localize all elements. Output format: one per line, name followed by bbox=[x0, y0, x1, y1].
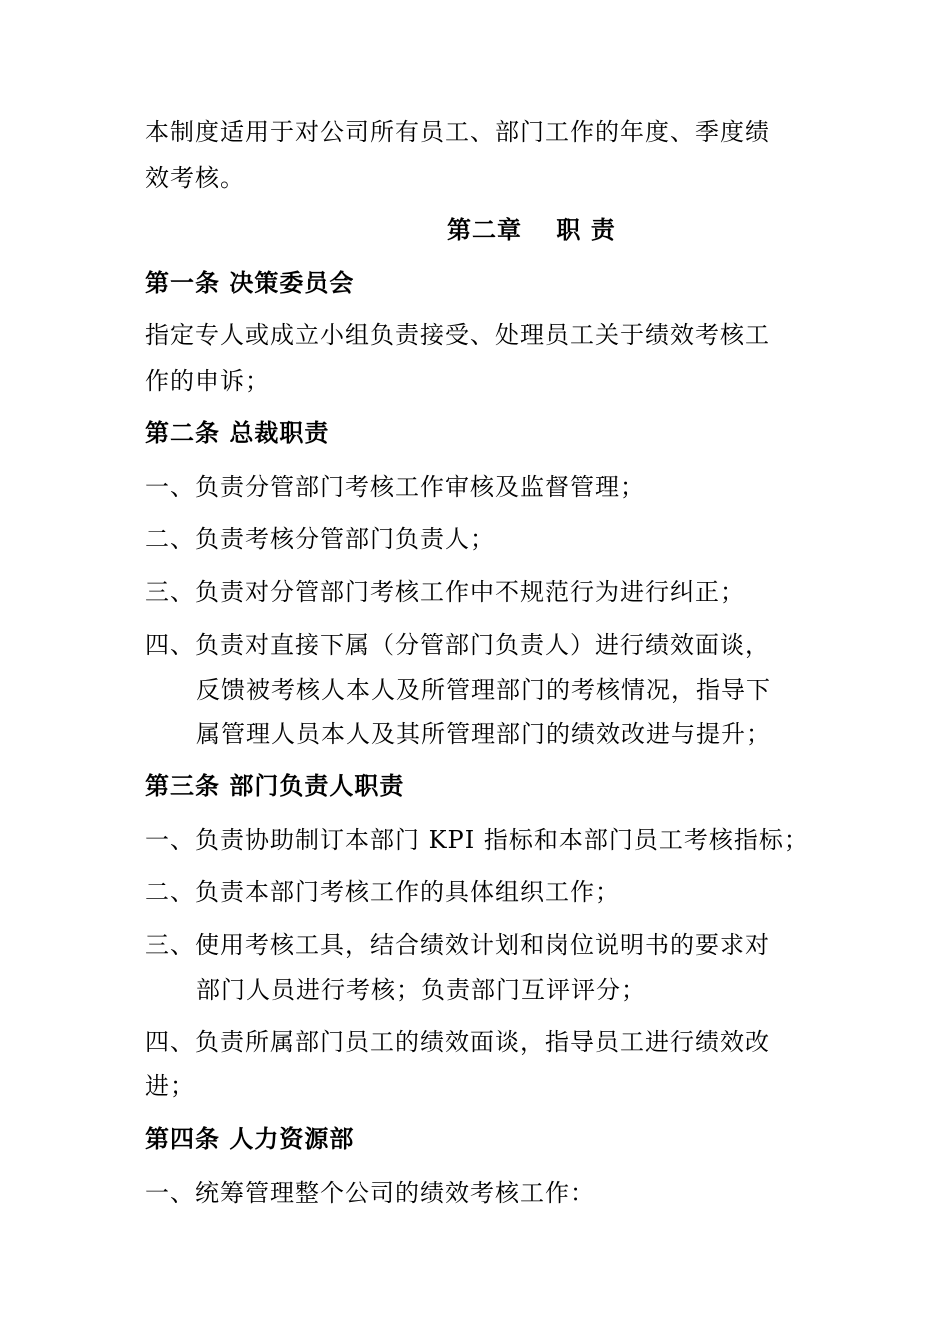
article-1-line-1: 指定专人或成立小组负责接受、处理员工关于绩效考核工 bbox=[145, 321, 770, 349]
article-2-heading: 第二条 总裁职责 bbox=[145, 418, 330, 447]
article-3-item: 四、负责所属部门员工的绩效面谈，指导员工进行绩效改 bbox=[145, 1028, 770, 1056]
article-2-item-continuation: 反馈被考核人本人及所管理部门的考核情况，指导下 bbox=[196, 676, 771, 704]
intro-line-1: 本制度适用于对公司所有员工、部门工作的年度、季度绩 bbox=[145, 118, 770, 146]
article-1-line-2: 作的申诉； bbox=[145, 367, 270, 395]
article-3-item: 一、负责协助制订本部门 KPI 指标和本部门员工考核指标； bbox=[145, 826, 809, 854]
article-3-heading: 第三条 部门负责人职责 bbox=[145, 771, 405, 800]
article-4-item: 一、统筹管理整个公司的绩效考核工作： bbox=[145, 1179, 595, 1207]
article-2-item: 一、负责分管部门考核工作审核及监督管理； bbox=[145, 473, 645, 501]
article-3-item-continuation: 部门人员进行考核；负责部门互评评分； bbox=[196, 976, 646, 1004]
article-2-item-continuation: 属管理人员本人及其所管理部门的绩效改进与提升； bbox=[196, 720, 771, 748]
article-3-item-continuation: 进； bbox=[145, 1072, 195, 1100]
article-4-heading: 第四条 人力资源部 bbox=[145, 1124, 355, 1153]
article-2-item: 三、负责对分管部门考核工作中不规范行为进行纠正； bbox=[145, 578, 745, 606]
article-1-heading: 第一条 决策委员会 bbox=[145, 268, 355, 297]
article-2-item: 四、负责对直接下属（分管部门负责人）进行绩效面谈， bbox=[145, 631, 770, 659]
intro-line-2: 效考核。 bbox=[145, 164, 245, 192]
article-3-item: 三、使用考核工具，结合绩效计划和岗位说明书的要求对 bbox=[145, 931, 770, 959]
article-3-item: 二、负责本部门考核工作的具体组织工作； bbox=[145, 878, 620, 906]
chapter-title: 第二章 职 责 bbox=[447, 215, 616, 244]
article-2-item: 二、负责考核分管部门负责人； bbox=[145, 525, 495, 553]
